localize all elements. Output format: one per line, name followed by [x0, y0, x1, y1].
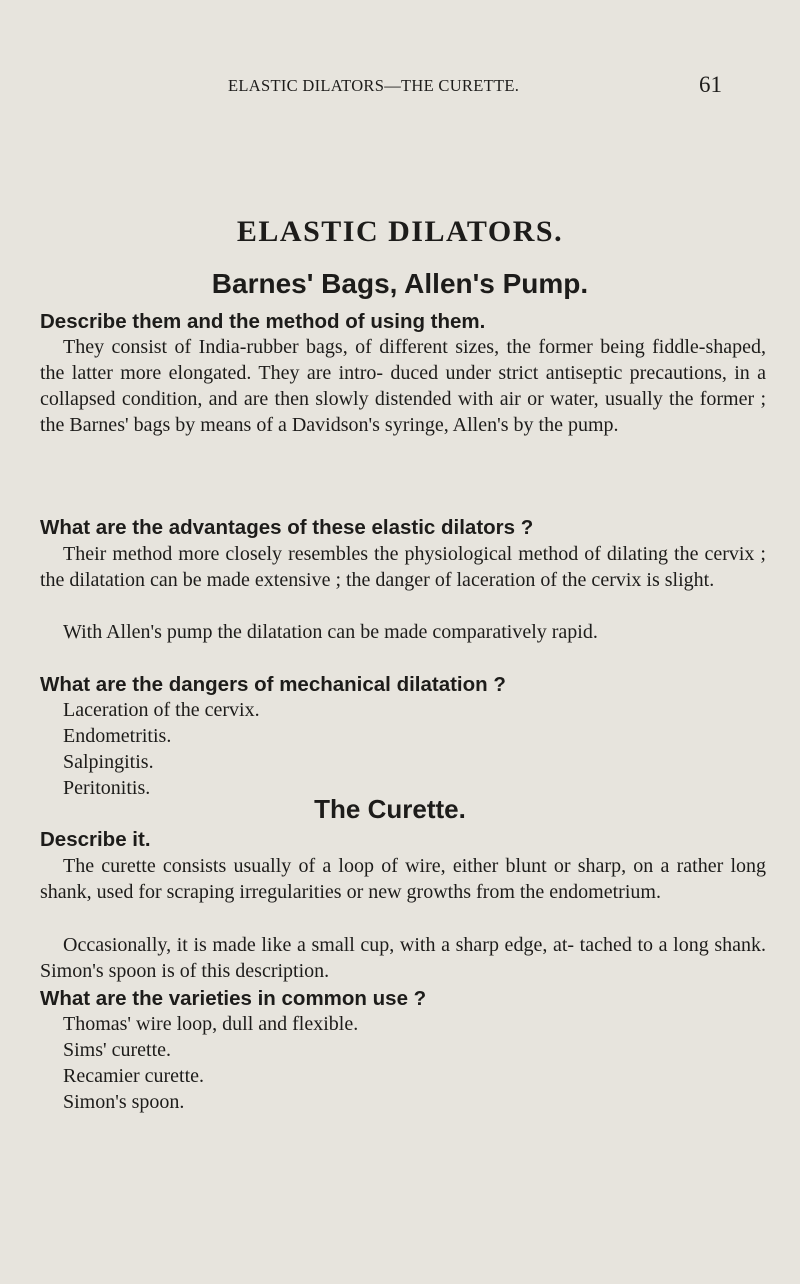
list-item: Salpingitis.	[63, 751, 154, 773]
section-title-curette: The Curette.	[314, 794, 466, 824]
list-item: Sims' curette.	[63, 1039, 172, 1061]
list-item: Peritonitis.	[63, 777, 151, 799]
list-item: Simon's spoon.	[63, 1091, 185, 1113]
list-item: Thomas' wire loop, dull and flexible.	[63, 1013, 359, 1035]
page-number: 61	[699, 72, 722, 97]
answer-describe-method: They consist of India-rubber bags, of different sizes, the former being fiddle-shaped, the latter more elongated. They are intro- duced under strict antiseptic precautions, in a collapsed condition, and are then slowly distended with air or water, usually the former ; the Barnes' bags by means of a Davidson's syringe, Allen's by the pump.	[40, 336, 766, 436]
section-title-elastic-dilators: ELASTIC DILATORS.	[236, 215, 564, 248]
answer-advantages-2: With Allen's pump the dilatation can be made comparatively rapid.	[63, 621, 598, 643]
question-describe-curette: Describe it.	[40, 828, 151, 851]
question-advantages: What are the advantages of these elastic dilators ?	[40, 516, 534, 539]
list-item: Laceration of the cervix.	[63, 699, 260, 721]
list-item: Recamier curette.	[63, 1065, 205, 1087]
list-item: Endometritis.	[63, 725, 172, 747]
question-varieties: What are the varieties in common use ?	[40, 987, 427, 1010]
answer-describe-curette-1: The curette consists usually of a loop of wire, either blunt or sharp, on a rather long shank, used for scraping irregularities or new growths from the endometrium.	[40, 855, 766, 903]
answer-advantages-1: Their method more closely resembles the physiological method of dilating the cervix ; the dilatation can be made extensive ; the danger of laceration of the cervix is slight.	[40, 543, 766, 591]
section-subtitle: Barnes' Bags, Allen's Pump.	[211, 268, 589, 299]
running-title: ELASTIC DILATORS—THE CURETTE.	[228, 76, 520, 95]
running-head	[0, 72, 800, 102]
question-describe-method: Describe them and the method of using them.	[40, 310, 486, 333]
answer-describe-curette-2: Occasionally, it is made like a small cup, with a sharp edge, at- tached to a long shank. Simon's spoon is of this description.	[40, 934, 766, 982]
question-dangers: What are the dangers of mechanical dilatation ?	[40, 673, 506, 696]
